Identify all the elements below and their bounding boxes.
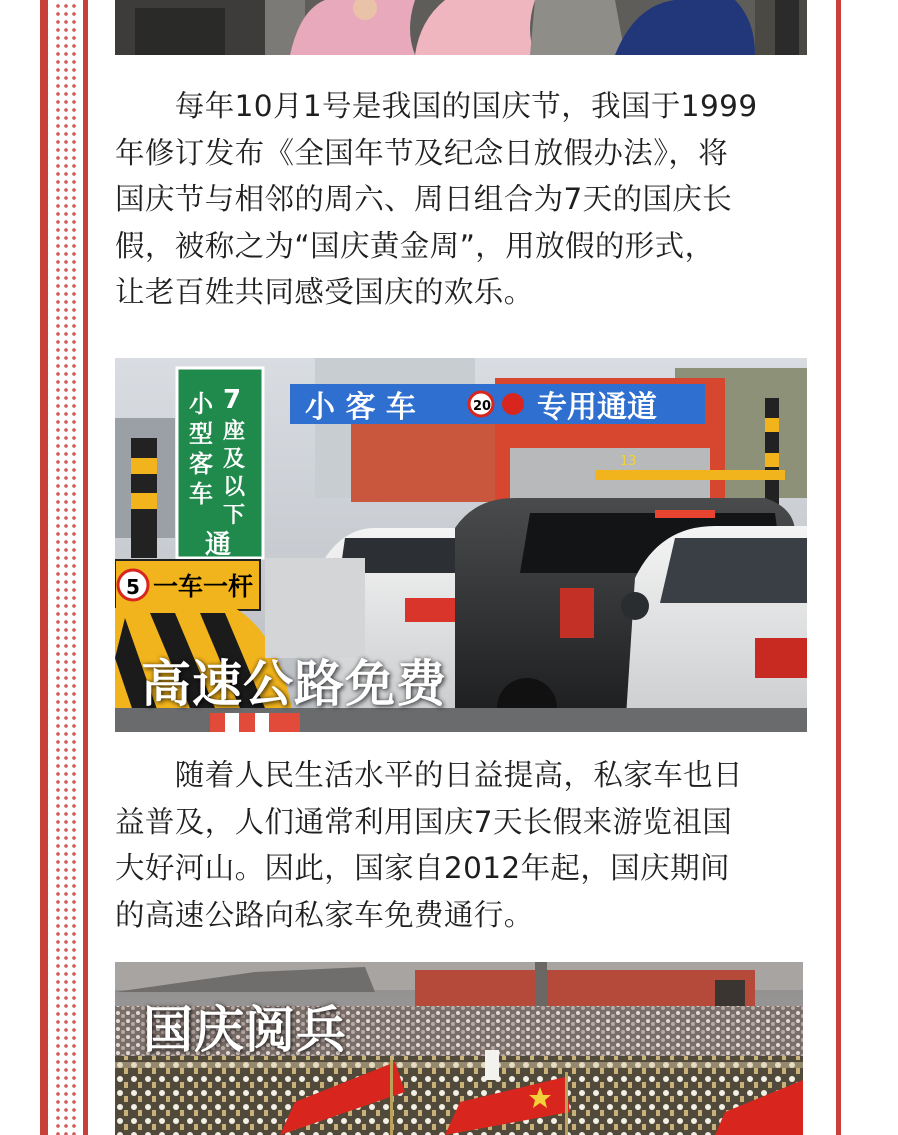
parade-caption: 国庆阅兵	[143, 1001, 347, 1059]
one-car-sign-text: 一车一杆	[153, 572, 254, 601]
frame-left-bar	[40, 0, 48, 1135]
speed-limit-number: 5	[126, 575, 140, 599]
crowd-photo	[115, 0, 807, 55]
highway-paragraph: 随着人民生活水平的日益提高，私家车也日 益普及，人们通常利用国庆7天长假来游览祖国 大好河山。因此，国家自2012年起，国庆期间 的高速公路向私家车免费通行。	[115, 758, 743, 932]
lane-number: 20	[473, 399, 492, 414]
national-day-paragraph: 每年10月1号是我国的国庆节，我国于1999 年修订发布《全国年节及纪念日放假办法》，将 国庆节与相邻的周六、周日组合为7天的国庆长 假，被称之为“国庆黄金周”，用放假的形式， 让老百姓共同感受国庆的欢乐。	[115, 89, 758, 309]
green-sign-bottom: 通	[205, 530, 232, 560]
highway-toll-photo	[115, 358, 807, 732]
frame-dot-pattern	[54, 0, 78, 1135]
highway-caption: 高速公路免费	[141, 655, 447, 713]
parade-photo	[115, 962, 803, 1135]
etc-sign-text: 专用通道	[537, 390, 657, 425]
green-sign-number: 7	[223, 385, 242, 415]
lane-sign-text: 小 客 车	[305, 390, 416, 425]
booth-number: 13	[620, 454, 637, 469]
green-sign-col1: 小型客车	[189, 390, 213, 508]
green-sign-col2: 座及以下	[223, 419, 246, 528]
frame-right-bar	[836, 0, 841, 1135]
frame-left-inner-bar	[83, 0, 88, 1135]
